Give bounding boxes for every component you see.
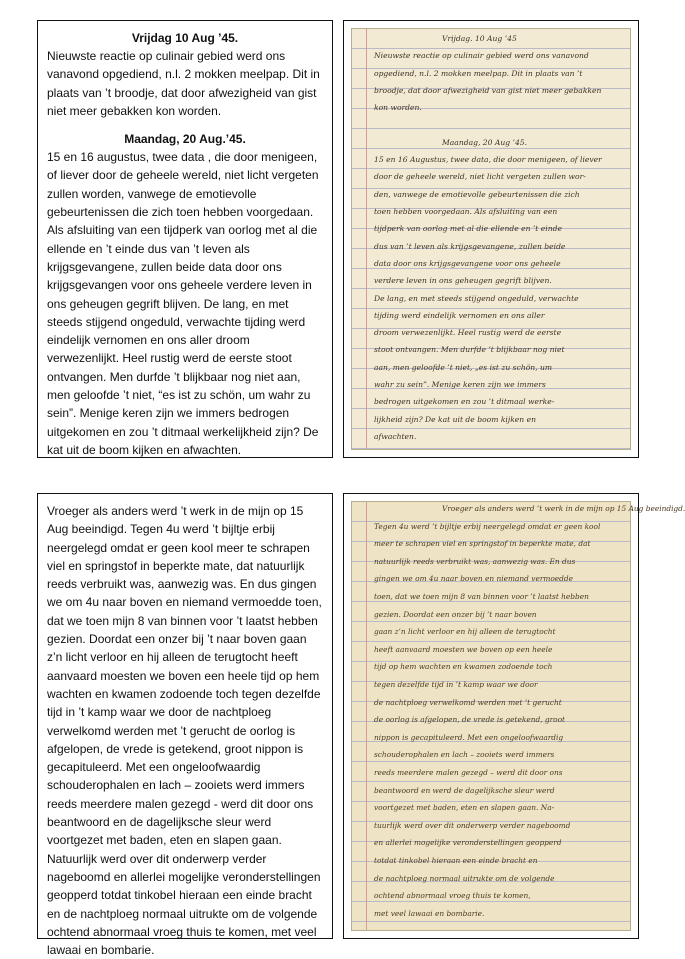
handwritten-line: Vrijdag. 10 Aug ’45 bbox=[442, 34, 517, 43]
handwritten-line: tegen dezelfde tijd in ’t kamp waar we door bbox=[374, 680, 538, 689]
handwritten-line: lijkheid zijn? De kat uit de boom kijken en bbox=[374, 414, 536, 424]
handwritten-page-image-top bbox=[351, 28, 631, 450]
handwritten-line: broodje, dat door afwezigheid van gist niet meer gebakken bbox=[374, 85, 602, 95]
handwritten-line: bedrogen uitgekomen en zou ’t ditmaal werke- bbox=[374, 397, 555, 407]
entry-date-2: Maandag, 20 Aug.’45. bbox=[124, 132, 246, 147]
handwritten-line: totdat tinkobel hieraan een einde bracht en bbox=[374, 856, 538, 865]
handwritten-line: meer te schrapen viel en springstof in beperkte mate, dat bbox=[374, 539, 591, 549]
handwritten-line: opgediend, n.l. 2 mokken meelpap. Dit in plaats van ’t bbox=[374, 68, 583, 78]
handwritten-line: de nachtploeg normaal uitrukte om de volgende bbox=[374, 873, 555, 883]
handwritten-line: De lang, en met steeds stijgend ongeduld, verwachte bbox=[374, 293, 579, 303]
handwritten-line: stoot ontvangen. Men durfde ’t blijkbaar nog niet bbox=[374, 345, 565, 355]
handwritten-line: beantwoord en werd de dagelijksche sleur werd bbox=[374, 785, 555, 795]
handwritten-line: met veel lawaai en bombarie. bbox=[374, 908, 485, 918]
handwritten-line: wahr zu sein”. Menige keren zijn we immers bbox=[374, 380, 546, 389]
handwritten-line: tuurlijk werd over dit onderwerp verder nageboomd bbox=[374, 820, 571, 830]
handwritten-line: kon worden. bbox=[374, 103, 422, 113]
handwritten-line: de oorlog is afgelopen, de vrede is getekend, groot bbox=[374, 715, 566, 725]
scan-box-top bbox=[343, 20, 639, 458]
transcription-box-bottom bbox=[37, 493, 333, 958]
handwritten-line: afwachten. bbox=[374, 431, 417, 441]
handwritten-line: gezien. Doordat een onzer bij ’t naar boven bbox=[374, 609, 537, 619]
entry-text-2: 15 en 16 augustus, twee data , die door menigeen, of liever door de geheele wereld, niet licht vergeten zullen worden, vanwege de emotievolle gebeurtenissen die zich toen hebben voorgedaan. Als afsluiting van een tijdperk van oorlog met al die ellende en ’t einde dus van ’t leven als krijgsgevangene, zullen beide data door ons krijgsgevangen voor ons geheele verdere leven in ons geheugen gegrift blijven. De lang, en met steeds stijgend ongeduld, verwachte tijding werd eindelijk vernomen en ons aller droom verwezenlijkt. Heel rustig werd de eerste stoot ontvangen. Men durfde ’t blijkbaar nog niet aan, men geloofde ’t niet, “es ist zu schön, um wahr zu sein”. Menige keren zijn we immers bedrogen uitgekomen en zou ’t ditmaal werkelijkheid zijn? De kat uit de boom kijken en afwachten. bbox=[47, 150, 319, 457]
handwritten-line: de nachtploeg verwelkomd werden met ’t gerucht bbox=[374, 697, 562, 707]
transcription-box-top bbox=[37, 20, 333, 458]
handwritten-line: data door ons krijgsgevangene voor ons geheele bbox=[374, 258, 561, 268]
entry-text-1: Nieuwste reactie op culinair gebied werd ons vanavond opgediend, n.l. 2 mokken meelpap. Dit in plaats van ’t broodje, dat door afwezigheid van gist niet meer gebakken kon worden. bbox=[47, 49, 320, 118]
handwritten-line: toen, dat we toen mijn 8 van binnen voor ’t laatst hebben bbox=[374, 592, 589, 601]
handwritten-line: den, vanwege de emotievolle gebeurtenissen die zich bbox=[374, 189, 580, 199]
handwritten-line: gaan z’n licht verloor en hij alleen de terugtocht bbox=[374, 627, 556, 637]
entry-date-1: Vrijdag 10 Aug ’45. bbox=[131, 31, 239, 45]
handwritten-line: ochtend abnormaal vroeg thuis te komen, bbox=[374, 891, 531, 901]
handwritten-line: heeft aanvaard moesten we boven op een heele bbox=[374, 644, 553, 654]
handwritten-line: door de geheele wereld, niet licht vergeten zullen wor- bbox=[374, 172, 586, 182]
handwritten-line: toen hebben voorgedaan. Als afsluiting van een bbox=[374, 207, 558, 216]
scan-box-bottom bbox=[343, 493, 685, 939]
handwritten-line: gingen we om 4u naar boven en niemand vermoedde bbox=[374, 574, 574, 584]
handwritten-line: reeds meerdere malen gezegd – werd dit door ons bbox=[374, 768, 563, 777]
handwritten-line: Nieuwste reactie op culinair gebied werd ons vanavond bbox=[374, 51, 589, 61]
handwritten-line: verdere leven in ons geheugen gegrift blijven. bbox=[374, 276, 552, 286]
handwritten-line: voortgezet met baden, eten en slapen gaan. Na- bbox=[374, 803, 555, 813]
handwritten-line: tijding werd eindelijk vernomen en ons aller bbox=[374, 310, 545, 320]
handwritten-line: natuurlijk reeds verbruikt was, aanwezig was. En dus bbox=[374, 556, 576, 566]
handwritten-line: tijd op hem wachten en kwamen zodoende toch bbox=[374, 662, 553, 672]
handwritten-line: 15 en 16 Augustus, twee data, die door menigeen, of liever bbox=[374, 155, 602, 165]
handwritten-line: aan, men geloofde ’t niet, „es ist zu schön, um bbox=[374, 362, 553, 372]
handwritten-line: Vroeger als anders werd ’t werk in de mijn op 15 Aug beeindigd. bbox=[442, 504, 685, 513]
handwritten-line: nippon is gecapituleerd. Met een ongeloofwaardig bbox=[374, 732, 564, 742]
handwritten-line: schouderophalen en lach – zooiets werd immers bbox=[374, 750, 555, 760]
handwritten-line: dus van ’t leven als krijgsgevangene, zullen beide bbox=[374, 241, 566, 251]
entry-text-3: Vroeger als anders werd ’t werk in de mijn op 15 Aug beeindigd. Tegen 4u werd ’t bijltje erbij neergelegd omdat er geen kool meer te schrapen viel en springstof in beperkte mate, dat natuurlijk reeds verbruikt was, aanwezig was. En dus gingen we om 4u naar boven en niemand vermoedde toen, dat we toen mijn 8 van binnen voor ’t laatst hebben gezien. Doordat een onzer bij ’t naar boven gaan z’n licht verloor en hij alleen de terugtocht heeft aanvaard moesten we boven een heele tijd op hem wachten en kwamen zodoende toch tegen dezelfde tijd in ’t kamp waar we door de nachtploeg verwelkomd werden met ’t gerucht de oorlog is afgelopen, de vrede is getekend, groot nippon is gecapituleerd. Met een ongeloofwaardig schouderophalen en lach – zooiets werd immers reeds meerdere malen gezegd - werd dit door ons beantwoord en de dagelijksche sleur werd voortgezet met baden, eten en slapen gaan. Natuurlijk werd over dit onderwerp verder nageboomd en allerlei mogelijke veronderstellingen geopperd totdat tinkobel hieraan een einde bracht en de nachtploeg normaal uitrukte om de volgende ochtend abnormaal vroeg thuis te komen, met veel lawaai en bombarie. bbox=[47, 504, 322, 958]
handwritten-line: tijdperk van oorlog met al die ellende en ’t einde bbox=[374, 224, 562, 234]
handwritten-page-image-bottom bbox=[351, 501, 685, 931]
handwritten-line: droom verwezenlijkt. Heel rustig werd de eerste bbox=[374, 328, 562, 338]
handwritten-line: en allerlei mogelijke veronderstellingen geopperd bbox=[374, 838, 562, 848]
handwritten-line: Maandag, 20 Aug ’45. bbox=[442, 137, 528, 147]
handwritten-line: Tegen 4u werd ’t bijltje erbij neergelegd omdat er geen kool bbox=[374, 521, 601, 531]
